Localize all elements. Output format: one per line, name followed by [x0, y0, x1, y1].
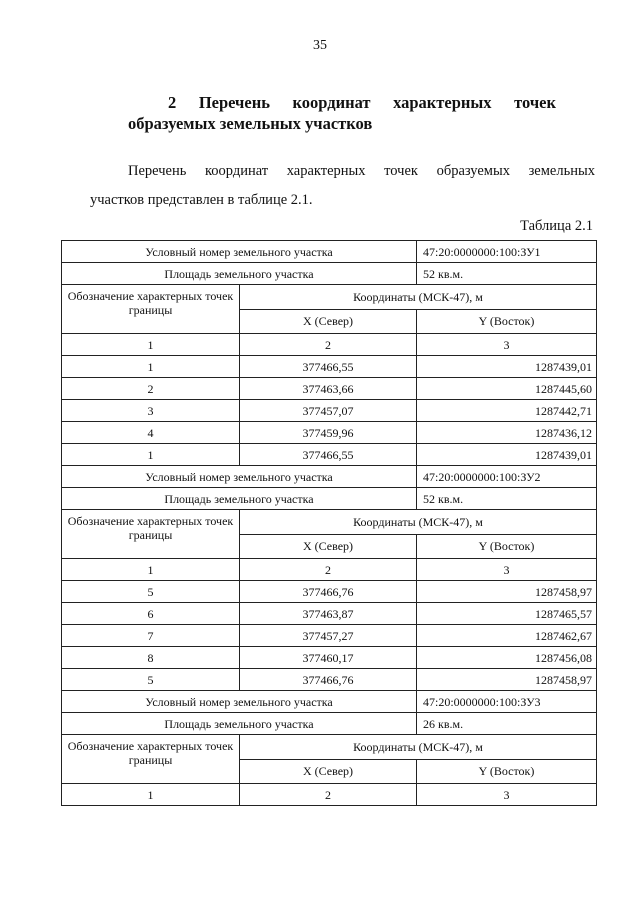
column-index-row [62, 334, 597, 356]
point-label-header: Обозначение характерных точек границы [62, 735, 240, 784]
heading-word: координат [292, 93, 371, 112]
column-index: 2 [240, 784, 417, 806]
parcel-number-value: 47:20:0000000:100:ЗУ3 [417, 691, 597, 713]
y-value: 1287445,60 [417, 378, 597, 400]
table-row [62, 378, 597, 400]
column-index: 3 [417, 559, 597, 581]
column-index: 1 [62, 559, 240, 581]
x-value: 377457,27 [240, 625, 417, 647]
parcel-area-value: 52 кв.м. [417, 488, 597, 510]
parcel-area-row [62, 263, 597, 285]
point-number: 8 [62, 647, 240, 669]
y-value: 1287439,01 [417, 444, 597, 466]
y-value: 1287458,97 [417, 581, 597, 603]
paragraph-word: Перечень [128, 163, 187, 179]
parcel-number-value: 47:20:0000000:100:ЗУ2 [417, 466, 597, 488]
parcel-number-label: Условный номер земельного участка [62, 241, 417, 263]
point-number: 1 [62, 444, 240, 466]
y-value: 1287442,71 [417, 400, 597, 422]
section-number: 2 [168, 93, 177, 112]
parcel-number-value: 47:20:0000000:100:ЗУ1 [417, 241, 597, 263]
column-index: 3 [417, 784, 597, 806]
coords-header: Координаты (МСК-47), м [240, 735, 597, 760]
paragraph-word: точек [384, 163, 418, 179]
point-number: 4 [62, 422, 240, 444]
point-number: 5 [62, 669, 240, 691]
parcel-area-value: 26 кв.м. [417, 713, 597, 735]
coords-header-row [62, 735, 597, 760]
parcel-area-label: Площадь земельного участка [62, 713, 417, 735]
x-value: 377459,96 [240, 422, 417, 444]
y-value: 1287458,97 [417, 669, 597, 691]
parcel-area-label: Площадь земельного участка [62, 263, 417, 285]
y-value: 1287436,12 [417, 422, 597, 444]
coords-header-row [62, 285, 597, 310]
section-heading-line1 [128, 92, 556, 113]
section-heading [128, 92, 556, 134]
point-number: 2 [62, 378, 240, 400]
y-header: Y (Восток) [417, 759, 597, 784]
x-value: 377466,76 [240, 581, 417, 603]
x-value: 377466,55 [240, 444, 417, 466]
parcel-area-row [62, 713, 597, 735]
table-row [62, 669, 597, 691]
table-row [62, 422, 597, 444]
paragraph-word: образуемых [436, 163, 510, 179]
column-index: 3 [417, 334, 597, 356]
intro-paragraph-line2: участков представлен в таблице 2.1. [90, 192, 313, 208]
point-number: 6 [62, 603, 240, 625]
point-number: 1 [62, 356, 240, 378]
y-value: 1287465,57 [417, 603, 597, 625]
parcel-area-row [62, 488, 597, 510]
table-row [62, 581, 597, 603]
parcel-number-label: Условный номер земельного участка [62, 691, 417, 713]
column-index-row [62, 784, 597, 806]
column-index-row [62, 559, 597, 581]
point-number: 7 [62, 625, 240, 647]
column-index: 1 [62, 334, 240, 356]
table-row [62, 625, 597, 647]
x-header: X (Север) [240, 759, 417, 784]
point-number: 5 [62, 581, 240, 603]
column-index: 2 [240, 334, 417, 356]
table-row [62, 647, 597, 669]
y-value: 1287462,67 [417, 625, 597, 647]
x-header: X (Север) [240, 534, 417, 559]
x-header: X (Север) [240, 309, 417, 334]
parcel-area-value: 52 кв.м. [417, 263, 597, 285]
point-label-header: Обозначение характерных точек границы [62, 285, 240, 334]
heading-word: Перечень [198, 93, 270, 112]
paragraph-word: координат [204, 163, 269, 179]
table-caption: Таблица 2.1 [520, 218, 593, 234]
y-header: Y (Восток) [417, 309, 597, 334]
parcel-number-label: Условный номер земельного участка [62, 466, 417, 488]
section-heading-line2: образуемых земельных участков [128, 114, 373, 133]
x-value: 377463,87 [240, 603, 417, 625]
y-value: 1287439,01 [417, 356, 597, 378]
coords-header: Координаты (МСК-47), м [240, 285, 597, 310]
coords-header: Координаты (МСК-47), м [240, 510, 597, 535]
paragraph-word: земельных [528, 163, 595, 179]
column-index: 1 [62, 784, 240, 806]
parcel-number-row [62, 691, 597, 713]
heading-word: точек [514, 93, 556, 112]
y-header: Y (Восток) [417, 534, 597, 559]
coords-header-row [62, 510, 597, 535]
table-row [62, 400, 597, 422]
x-value: 377466,76 [240, 669, 417, 691]
x-value: 377463,66 [240, 378, 417, 400]
paragraph-word: характерных [286, 163, 366, 179]
parcel-number-row [62, 466, 597, 488]
heading-word: характерных [393, 93, 492, 112]
page-number: 35 [313, 38, 327, 53]
point-number: 3 [62, 400, 240, 422]
parcel-number-row [62, 241, 597, 263]
parcel-area-label: Площадь земельного участка [62, 488, 417, 510]
table-row [62, 603, 597, 625]
intro-paragraph-line1 [90, 163, 595, 180]
x-value: 377460,17 [240, 647, 417, 669]
point-label-header: Обозначение характерных точек границы [62, 510, 240, 559]
table-row [62, 444, 597, 466]
table-row [62, 356, 597, 378]
column-index: 2 [240, 559, 417, 581]
x-value: 377457,07 [240, 400, 417, 422]
y-value: 1287456,08 [417, 647, 597, 669]
coordinates-table [61, 240, 597, 806]
x-value: 377466,55 [240, 356, 417, 378]
